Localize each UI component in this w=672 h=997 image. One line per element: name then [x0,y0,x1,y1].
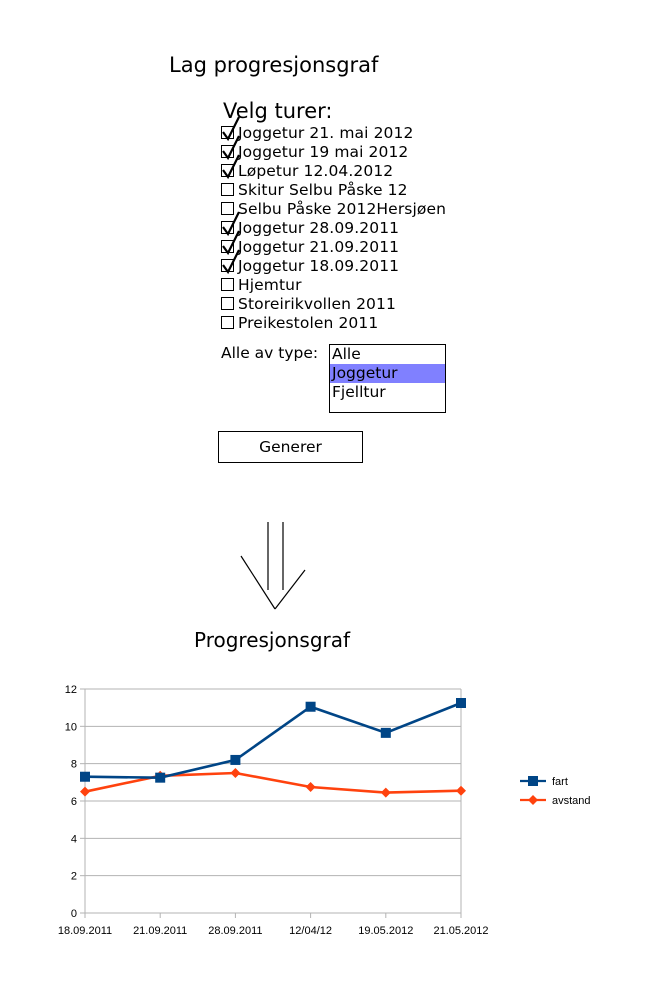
type-filter-label: Alle av type: [221,344,319,362]
data-point-square [230,755,240,765]
generate-button[interactable]: Generer [218,431,363,463]
data-point-diamond [80,787,90,797]
graph-title: Progresjonsgraf [194,628,351,652]
trip-item[interactable] [220,218,446,237]
legend-label: fart [552,776,568,788]
checkbox-unchecked[interactable] [221,183,234,196]
trip-label: Løpetur 12.04.2012 [238,161,394,180]
trip-label: Joggetur 21. mai 2012 [238,123,414,142]
trip-item[interactable] [220,256,446,275]
trip-label: Joggetur 18.09.2011 [238,256,400,275]
checkmark-icon [221,153,241,179]
series-line-fart [85,703,461,778]
trip-item[interactable] [220,294,446,313]
trip-label: Hjemtur [238,275,302,294]
trip-item[interactable] [220,123,446,142]
data-point-diamond [528,795,538,805]
trip-item[interactable] [220,237,446,256]
data-point-diamond [306,782,316,792]
y-tick-label: 8 [70,758,77,771]
chart-gridlines [85,689,461,913]
trips-heading: Velg turer: [223,99,333,123]
type-option[interactable]: Joggetur [330,364,445,383]
chart-legend [520,776,591,807]
trip-item[interactable] [220,161,446,180]
trip-label: Skitur Selbu Påske 12 [238,180,408,199]
chart-axes [58,684,489,937]
type-filter-listbox[interactable] [329,344,446,413]
checkmark-icon [221,248,241,274]
trip-label: Joggetur 19 mai 2012 [238,142,409,161]
trip-item[interactable] [220,142,446,161]
checkbox-unchecked[interactable] [221,316,234,329]
x-tick-label: 12/04/12 [289,925,333,937]
data-point-square [381,728,391,738]
trip-item[interactable] [220,199,446,218]
data-point-diamond [456,786,466,796]
data-point-square [306,702,316,712]
x-tick-label: 28.09.2011 [208,925,263,937]
y-tick-label: 12 [64,684,77,696]
data-point-square [456,698,466,708]
chart-series [80,698,466,798]
trip-label: Storeirikvollen 2011 [238,294,396,313]
y-tick-label: 4 [70,833,77,846]
type-option[interactable]: Fjelltur [332,383,386,401]
trip-label: Joggetur 28.09.2011 [238,218,400,237]
y-tick-label: 0 [70,908,77,920]
down-arrow-icon [238,520,310,615]
trip-label: Preikestolen 2011 [238,313,379,332]
data-point-square [528,776,538,786]
type-option[interactable]: Alle [332,345,361,363]
checkbox-unchecked[interactable] [221,297,234,310]
trip-item[interactable] [220,180,446,199]
y-tick-label: 10 [64,721,77,734]
trip-label: Joggetur 21.09.2011 [238,237,400,256]
x-tick-label: 21.05.2012 [433,925,489,937]
data-point-diamond [230,768,240,778]
progress-line-chart [0,675,672,975]
checkbox-unchecked[interactable] [221,278,234,291]
y-tick-label: 6 [70,796,77,808]
trip-list [220,123,446,332]
data-point-diamond [381,788,391,798]
x-tick-label: 18.09.2011 [57,925,113,937]
data-point-square [155,773,165,783]
x-tick-label: 21.09.2011 [133,925,188,937]
page-title: Lag progresjonsgraf [169,53,379,77]
x-tick-label: 19.05.2012 [358,925,414,937]
data-point-square [80,772,90,782]
trip-item[interactable] [220,313,446,332]
trip-item[interactable] [220,275,446,294]
checkbox-checked[interactable] [221,259,234,272]
series-line-avstand [85,773,461,793]
checkbox-checked[interactable] [221,164,234,177]
y-tick-label: 2 [70,870,77,883]
legend-label: avstand [552,795,591,807]
trip-label: Selbu Påske 2012Hersjøen [238,199,447,218]
